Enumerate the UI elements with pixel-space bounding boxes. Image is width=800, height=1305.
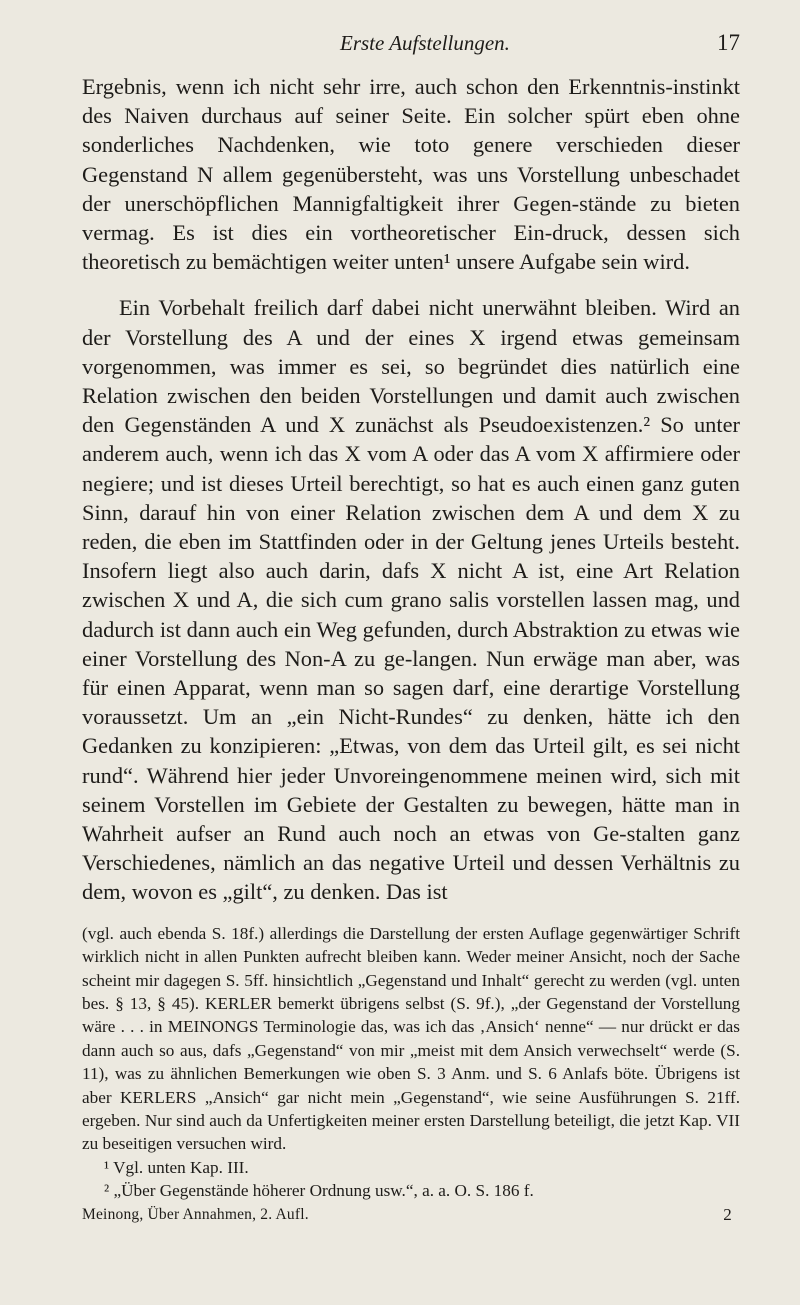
page-number: 17 xyxy=(717,30,740,55)
footnote-1: ¹ Vgl. unten Kap. III. xyxy=(104,1157,249,1177)
footnote-continuation: (vgl. auch ebenda S. 18f.) allerdings die Darstellung der ersten Auflage gegenwärtiger Schrift wirklich nicht in allen Punkten aufrecht bleiben kann. Weder meiner Ansicht, noch der Sache scheint mir dagegen S. 5ff. hinsichtlich „Gegenstand und Inhalt“ gerecht zu werden (vgl. unten bes. § 13, § 45). KERLER bemerkt übrigens selbst (S. 9f.), „der Gegenstand der Vorstellung wäre . . . in MEINONGS Terminologie das, was ich das ‚Ansich‘ nenne“ — nur drückt er das dann auch so aus, dafs „Gegenstand“ von mir „meist mit dem Ansich verwechselt“ werde (S. 11), was zu ähnlichen Bemerkungen wie oben S. 3 Anm. und S. 6 Anlafs böte. Übrigens ist aber KERLERS „Ansich“ gar nicht mein „Gegenstand“, wie seine Ausführungen S. 21ff. ergeben. Nur sind auch da Unfertigkeiten meiner ersten Darstellung beteiligt, die jetzt Kap. VII zu beseitigen versuchen wird. xyxy=(82,923,740,1154)
running-head xyxy=(340,30,740,66)
paragraph-2: Ein Vorbehalt freilich darf dabei nicht unerwähnt bleiben. Wird an der Vorstellung des A und der eines X irgend etwas gemeinsam vorgenommen, was immer es sei, so begründet dies natürlich eine Relation zwischen den beiden Vorstellungen und damit auch zwischen den Gegenständen A und X zunächst als Pseudoexistenzen.² So unter anderem auch, wenn ich das X vom A oder das A vom X affirmiere oder negiere; und ist dieses Urteil berechtigt, so hat es auch einen ganz guten Sinn, darauf hin von einer Relation zwischen dem A und dem X zu reden, die eben im Stattfinden oder in der Geltung jenes Urteils besteht. Insofern liegt also auch darin, dafs X nicht A ist, eine Art Relation zwischen X und A, die sich cum grano salis vorstellen lassen mag, und dadurch ist dann auch ein Weg gefunden, durch Abstraktion zu etwas wie einer Vorstellung des Non-A zu ge-langen. Nun erwäge man aber, was für einen Apparat, wenn man so sagen darf, eine derartige Vorstellung voraussetzt. Um an „ein Nicht-Rundes“ zu denken, hätte ich den Gedanken zu konzipieren: „Etwas, von dem das Urteil gilt, es sei nicht rund“. Während hier jeder Unvoreingenommene meinen wird, sich mit seinem Vorstellen im Gebiete der Gestalten zu bewegen, hätte man in Wahrheit aufser an Rund auch noch an etwas von Ge-stalten ganz Verschiedenes, nämlich an das negative Urteil und dessen Verhältnis zu dem, wovon es „gilt“, zu denken. Das ist xyxy=(82,295,740,905)
signature-mark: 2 xyxy=(723,1204,732,1224)
imprint-text: Meinong, Über Annahmen, 2. Aufl. xyxy=(82,1205,309,1223)
footnotes xyxy=(82,922,740,1226)
chapter-title: Erste Aufstellungen. xyxy=(340,31,510,55)
footnote-2: ² „Über Gegenstände höherer Ordnung usw.“, a. a. O. S. 186 f. xyxy=(104,1181,534,1201)
paragraph-1: Ergebnis, wenn ich nicht sehr irre, auch schon den Erkenntnis-instinkt des Naiven durchaus auf seiner Seite. Ein solcher spürt eben ohne sonderliches Nachdenken, wie toto genere verschieden dieser Gegenstand N allem gegenübersteht, was uns Vorstellung unbeschadet der unerschöpflichen Mannigfaltigkeit ihrer Gegen-stände zu bieten vermag. Es ist dies ein vortheoretischer Ein-druck, dessen sich theoretisch zu bemächtigen weiter unten¹ unsere Aufgabe sein wird. xyxy=(82,74,740,275)
signature-line xyxy=(82,1203,740,1226)
body-text xyxy=(82,72,740,907)
